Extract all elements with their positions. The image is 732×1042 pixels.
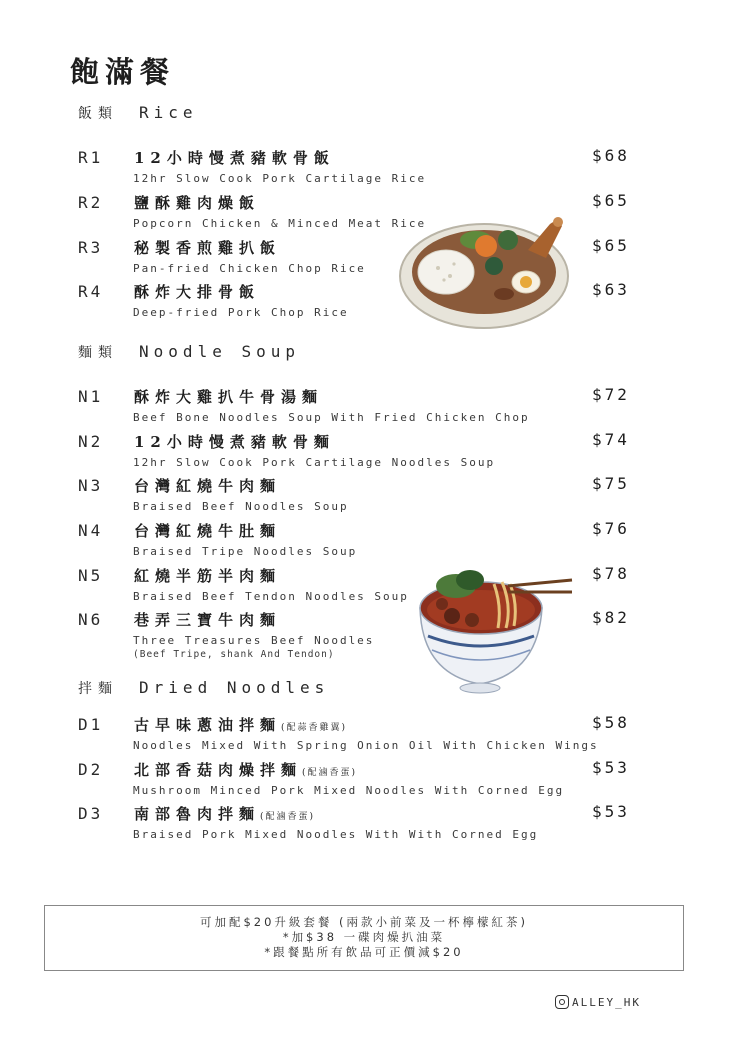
item-price: $53 bbox=[592, 758, 630, 777]
item-name-zh bbox=[134, 714, 347, 735]
notice-line-1: 可加配$20升級套餐 (兩款小前菜及一杯檸檬紅茶) bbox=[199, 915, 529, 929]
notice-line-2: *加$38 一碟肉燥扒油菜 bbox=[282, 930, 446, 944]
item-price: $58 bbox=[592, 713, 630, 732]
item-name-en: Deep-fried Pork Chop Rice bbox=[133, 306, 349, 319]
item-price: $74 bbox=[592, 430, 630, 449]
notice-line-3: *跟餐點所有飲品可正價減$20 bbox=[264, 945, 464, 959]
item-name-en: Popcorn Chicken & Minced Meat Rice bbox=[133, 217, 427, 230]
item-name-zh: 紅燒半筋半肉麵 bbox=[134, 567, 282, 585]
item-code: N1 bbox=[78, 387, 104, 406]
instagram-handle bbox=[555, 995, 641, 1009]
item-code: R4 bbox=[78, 282, 104, 301]
set-upgrade-notice bbox=[44, 905, 684, 971]
item-price: $82 bbox=[592, 608, 630, 627]
item-price: $65 bbox=[592, 191, 630, 210]
item-name-zh: 台灣紅燒牛肚麵 bbox=[134, 522, 282, 540]
item-code: N2 bbox=[78, 432, 104, 451]
item-name-en: Pan-fried Chicken Chop Rice bbox=[133, 262, 366, 275]
item-name-zh: 酥炸大雞扒牛骨湯麵 bbox=[134, 388, 324, 406]
item-price: $63 bbox=[592, 280, 630, 299]
item-name-zh bbox=[134, 803, 315, 824]
item-name-en: Three Treasures Beef Noodles bbox=[133, 634, 375, 647]
page-title: 飽滿餐 bbox=[70, 55, 176, 89]
item-price: $65 bbox=[592, 236, 630, 255]
item-name-zh: 巷弄三寶牛肉麵 bbox=[134, 611, 282, 629]
item-price: $78 bbox=[592, 564, 630, 583]
item-name-en: 12hr Slow Cook Pork Cartilage Noodles Soup bbox=[133, 456, 496, 469]
section-zh: 麵類 bbox=[78, 345, 118, 361]
item-code: D3 bbox=[78, 804, 104, 823]
section-en: Noodle Soup bbox=[139, 342, 300, 361]
section-title-noodle-soup bbox=[78, 342, 300, 362]
item-name-zh: 秘製香煎雞扒飯 bbox=[134, 239, 282, 257]
item-code: N3 bbox=[78, 476, 104, 495]
item-code: D2 bbox=[78, 760, 104, 779]
instagram-icon bbox=[555, 995, 569, 1009]
item-price: $53 bbox=[592, 802, 630, 821]
item-code: R3 bbox=[78, 238, 104, 257]
item-name-zh: 酥炸大排骨飯 bbox=[134, 283, 261, 301]
item-code: D1 bbox=[78, 715, 104, 734]
section-zh: 拌麵 bbox=[78, 681, 118, 697]
item-name-zh-text: 北部香菇肉燥拌麵 bbox=[134, 761, 303, 779]
item-name-zh: 鹽酥雞肉燥飯 bbox=[134, 194, 261, 212]
item-price: $68 bbox=[592, 146, 630, 165]
item-price: $76 bbox=[592, 519, 630, 538]
item-name-en: Beef Bone Noodles Soup With Fried Chicken Chop bbox=[133, 411, 530, 424]
section-en: Dried Noodles bbox=[139, 678, 330, 697]
item-code: N6 bbox=[78, 610, 104, 629]
instagram-handle-text: ALLEY_HK bbox=[572, 995, 641, 1009]
item-code: R1 bbox=[78, 148, 104, 167]
item-name-en: Braised Beef Tendon Noodles Soup bbox=[133, 590, 409, 603]
section-title-dried-noodles bbox=[78, 678, 329, 698]
rice-plate-illustration bbox=[398, 210, 574, 330]
item-name-en: Noodles Mixed With Spring Onion Oil With Chicken Wings bbox=[133, 739, 599, 752]
item-code: N4 bbox=[78, 521, 104, 540]
item-price: $72 bbox=[592, 385, 630, 404]
item-name-zh: 台灣紅燒牛肉麵 bbox=[134, 477, 282, 495]
item-code: N5 bbox=[78, 566, 104, 585]
item-name-zh: 12小時慢煮豬軟骨麵 bbox=[134, 433, 335, 451]
item-name-en-detail: (Beef Tripe, shank And Tendon) bbox=[133, 649, 335, 660]
item-name-en: 12hr Slow Cook Pork Cartilage Rice bbox=[133, 172, 427, 185]
section-title-rice bbox=[78, 103, 198, 123]
item-code: R2 bbox=[78, 193, 104, 212]
section-en: Rice bbox=[139, 103, 198, 122]
item-name-zh-text: 南部魯肉拌麵 bbox=[134, 805, 261, 823]
item-name-zh bbox=[134, 759, 357, 780]
section-zh: 飯類 bbox=[78, 106, 118, 122]
item-note: (配滷香蛋) bbox=[260, 812, 316, 822]
item-name-zh: 12小時慢煮豬軟骨飯 bbox=[134, 149, 335, 167]
noodle-bowl-illustration bbox=[412, 556, 574, 698]
item-name-en: Braised Beef Noodles Soup bbox=[133, 500, 349, 513]
item-name-en: Braised Tripe Noodles Soup bbox=[133, 545, 358, 558]
item-name-en: Braised Pork Mixed Noodles With With Corned Egg bbox=[133, 828, 539, 841]
item-price: $75 bbox=[592, 474, 630, 493]
item-name-zh-text: 古早味蔥油拌麵 bbox=[134, 716, 282, 734]
item-note: (配蒜香雞翼) bbox=[281, 723, 348, 733]
item-name-en: Mushroom Minced Pork Mixed Noodles With Corned Egg bbox=[133, 784, 565, 797]
item-note: (配滷香蛋) bbox=[302, 768, 358, 778]
